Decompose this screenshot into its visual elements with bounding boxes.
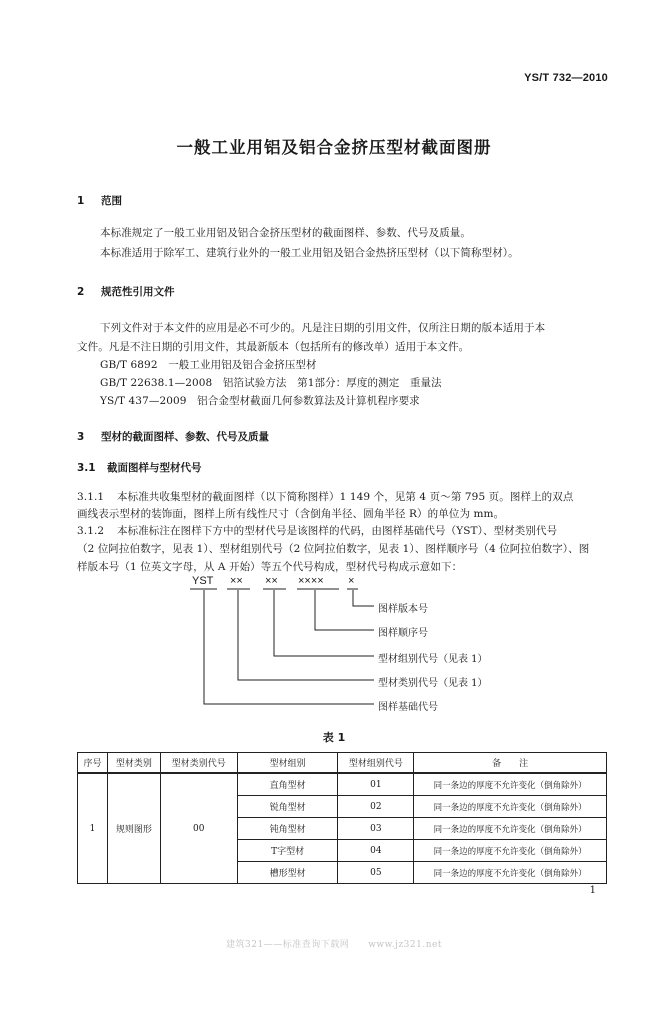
- subsection-3-1-heading: [77, 460, 202, 475]
- label-category: 型材类别代号（见表 1）: [378, 678, 488, 689]
- group-code-cell: 04: [338, 840, 414, 862]
- group-code-cell: 01: [338, 773, 414, 796]
- group-cell: 槽形型材: [237, 862, 338, 884]
- label-base: 图样基础代号: [378, 702, 438, 713]
- header-cell: 备 注: [414, 753, 607, 774]
- clause-3-1-2-line-1: [77, 523, 557, 538]
- group-code-cell: 03: [338, 818, 414, 840]
- note-cell: 同一条边的厚度不允许变化（倒角除外）: [414, 818, 607, 840]
- clause-text: 本标准标注在图样下方中的型材代号是该图样的代码，由图样基础代号（YST）、型材类别代号: [117, 525, 558, 537]
- group-code-cell: 02: [338, 796, 414, 818]
- section-3-heading: [77, 429, 269, 444]
- label-sequence: 图样顺序号: [378, 628, 428, 639]
- section-1-paragraph-2: 本标准适用于除军工、建筑行业外的一般工业用铝及铝合金热挤压型材（以下简称型材）。: [100, 247, 519, 259]
- reference-item: GB/T 22638.1—2008 铝箔试验方法 第1部分：厚度的测定 重量法: [100, 377, 442, 389]
- clause-text: 本标准共收集型材的截面图样（以下简称图样）1 149 个，见第 4 页～第 795 页。图样上的双点: [117, 491, 574, 503]
- code-part-base: YST: [192, 575, 214, 587]
- clause-3-1-2-line-3: 样版本号（1 位英文字母，从 A 开始）等五个代号构成，型材代号构成示意如下：: [77, 561, 463, 573]
- table-row: [78, 773, 607, 796]
- watermark-text: 建筑321——标准查询下载网 www.jz321.net: [226, 940, 442, 950]
- page-number: 1: [589, 885, 596, 896]
- clause-number: 3.1.2: [77, 525, 105, 537]
- group-cell: T字型材: [237, 840, 338, 862]
- section-number: 1: [77, 195, 85, 207]
- category-cell: 规则图形: [107, 773, 160, 884]
- note-cell: 同一条边的厚度不允许变化（倒角除外）: [414, 773, 607, 796]
- note-cell: 同一条边的厚度不允许变化（倒角除外）: [414, 840, 607, 862]
- section-2-intro-line-1: 下列文件对于本文件的应用是必不可少的。凡是注日期的引用文件，仅所注日期的版本适用于本: [100, 322, 546, 334]
- section-1-heading: [77, 193, 122, 208]
- section-number: 3.1: [77, 462, 96, 474]
- code-structure-diagram: [190, 575, 500, 715]
- group-cell: 直角型材: [237, 773, 338, 796]
- seq-cell: 1: [78, 773, 108, 884]
- table-header-row: [78, 753, 607, 774]
- section-2-intro-line-2: 文件。凡是不注日期的引用文件，其最新版本（包括所有的修改单）适用于本文件。: [77, 341, 470, 353]
- reference-item: GB/T 6892 一般工业用铝及铝合金挤压型材: [100, 359, 317, 371]
- section-1-paragraph-1: 本标准规定了一般工业用铝及铝合金挤压型材的截面图样、参数、代号及质量。: [100, 227, 471, 239]
- section-number: 2: [77, 286, 85, 298]
- header-cell: 型材组别代号: [338, 753, 414, 774]
- group-cell: 锐角型材: [237, 796, 338, 818]
- section-title: 截面图样与型材代号: [107, 462, 202, 474]
- profile-category-table: [77, 752, 607, 884]
- header-cell: 序号: [78, 753, 108, 774]
- clause-3-1-1-line-1: [77, 489, 573, 504]
- label-group: 型材组别代号（见表 1）: [378, 654, 488, 665]
- header-cell: 型材类别: [107, 753, 160, 774]
- diagram-connector-lines: [190, 575, 500, 715]
- clause-3-1-2-line-2: （2 位阿拉伯数字，见表 1）、型材组别代号（2 位阿拉伯数字，见表 1）、图样顺序号（4 位阿拉伯数字）、图: [77, 543, 590, 555]
- section-title: 规范性引用文件: [101, 286, 175, 298]
- clause-number: 3.1.1: [77, 491, 105, 503]
- group-code-cell: 05: [338, 862, 414, 884]
- label-version: 图样版本号: [378, 604, 428, 615]
- table-caption: 表 1: [322, 731, 346, 744]
- group-cell: 钝角型材: [237, 818, 338, 840]
- code-part-group: ××: [265, 575, 278, 587]
- section-title: 范围: [101, 195, 122, 207]
- note-cell: 同一条边的厚度不允许变化（倒角除外）: [414, 796, 607, 818]
- category-code-cell: 00: [160, 773, 237, 884]
- code-part-version: ×: [348, 575, 355, 587]
- section-title: 型材的截面图样、参数、代号及质量: [101, 431, 269, 443]
- note-cell: 同一条边的厚度不允许变化（倒角除外）: [414, 862, 607, 884]
- header-cell: 型材类别代号: [160, 753, 237, 774]
- section-2-heading: [77, 284, 175, 299]
- document-title: 一般工业用铝及铝合金挤压型材截面图册: [176, 138, 492, 157]
- code-part-sequence: ××××: [298, 575, 324, 587]
- code-part-category: ××: [230, 575, 243, 587]
- header-cell: 型材组别: [237, 753, 338, 774]
- document-code: YS/T 732—2010: [524, 72, 608, 84]
- clause-3-1-1-line-2: 画线表示型材的装饰面，图样上所有线性尺寸（含倒角半径、圆角半径 R）的单位为 mm。: [77, 508, 505, 520]
- reference-item: YS/T 437—2009 铝合金型材截面几何参数算法及计算机程序要求: [100, 395, 420, 407]
- section-number: 3: [77, 431, 85, 443]
